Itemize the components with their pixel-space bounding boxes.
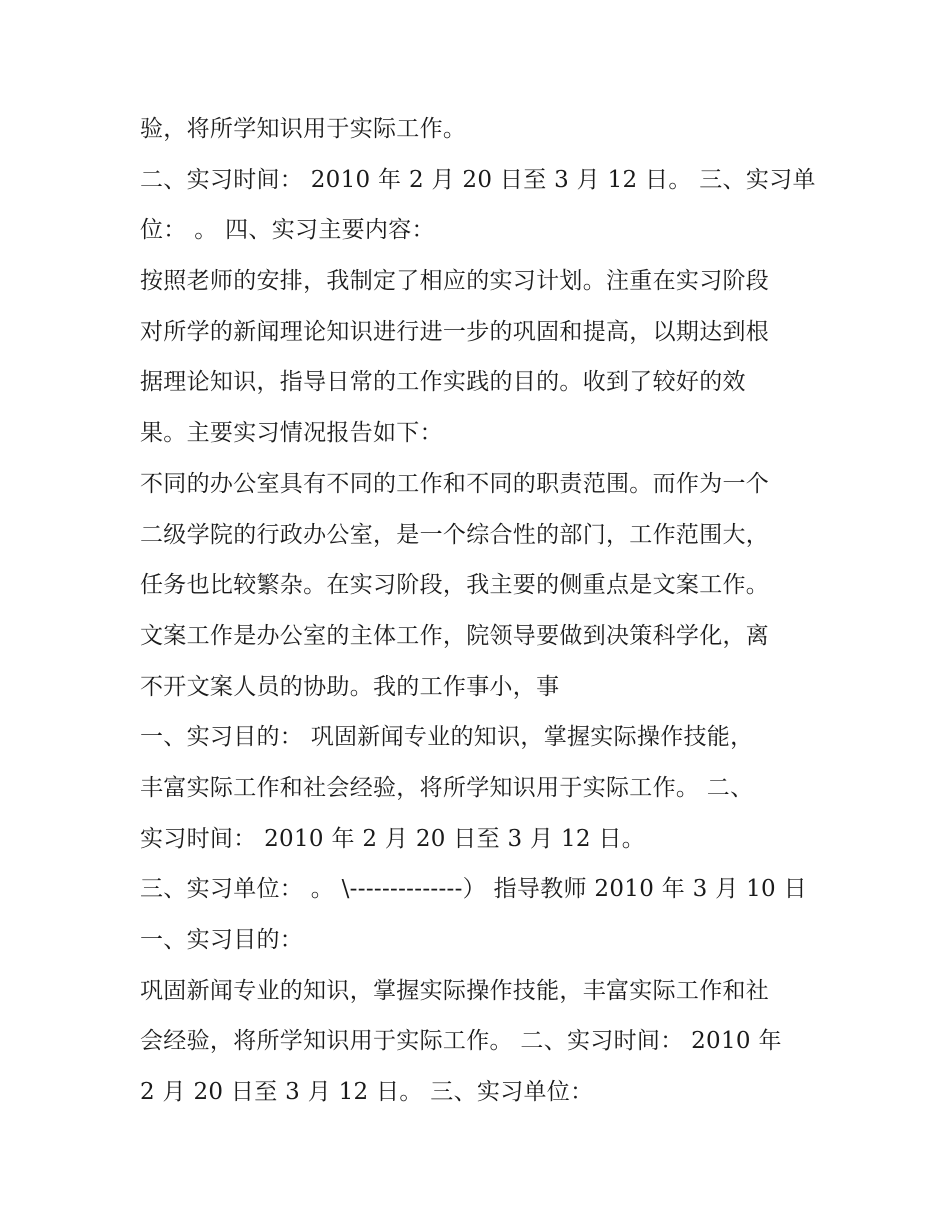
- text-line: 巩固新闻专业的知识，掌握实际操作技能，丰富实际工作和社: [140, 977, 770, 1004]
- text-line: 不同的办公室具有不同的工作和不同的职责范围。而作为一个: [140, 470, 770, 497]
- text-line: 据理论知识，指导日常的工作实践的目的。收到了较好的效: [140, 369, 746, 396]
- text-line: 位： 。 四、实习主要内容：: [140, 217, 435, 244]
- text-line: 丰富实际工作和社会经验，将所学知识用于实际工作。 二、: [140, 774, 754, 801]
- text-line: 按照老师的安排，我制定了相应的实习计划。注重在实习阶段: [140, 268, 770, 295]
- text-line: 文案工作是办公室的主体工作，院领导要做到决策科学化，离: [140, 622, 770, 649]
- text-line: 一、实习目的：: [140, 927, 304, 953]
- text-line: 不开文案人员的协助。我的工作事小，事: [140, 673, 560, 700]
- text-line: 会经验，将所学知识用于实际工作。 二、实习时间： 2010 年: [140, 1028, 782, 1055]
- text-line: 一、实习目的： 巩固新闻专业的知识，掌握实际操作技能，: [140, 724, 754, 751]
- document-body: [140, 104, 830, 1118]
- text-line: 对所学的新闻理论知识进行进一步的巩固和提高，以期达到根: [140, 318, 770, 345]
- text-line: 2 月 20 日至 3 月 12 日。 三、实习单位：: [140, 1079, 594, 1106]
- text-line: 任务也比较繁杂。在实习阶段，我主要的侧重点是文案工作。: [140, 572, 770, 599]
- text-line: 验，将所学知识用于实际工作。: [140, 116, 467, 142]
- text-line: 三、实习单位： 。 \--------------） 指导教师 2010 年 3 月 10 日: [140, 876, 807, 903]
- text-line: 果。主要实习情况报告如下：: [140, 420, 443, 447]
- text-line: 二级学院的行政办公室，是一个综合性的部门，工作范围大，: [140, 521, 770, 548]
- text-line: 实习时间： 2010 年 2 月 20 日至 3 月 12 日。: [140, 825, 646, 852]
- text-line: 二、实习时间： 2010 年 2 月 20 日至 3 月 12 日。 三、实习单: [140, 166, 816, 193]
